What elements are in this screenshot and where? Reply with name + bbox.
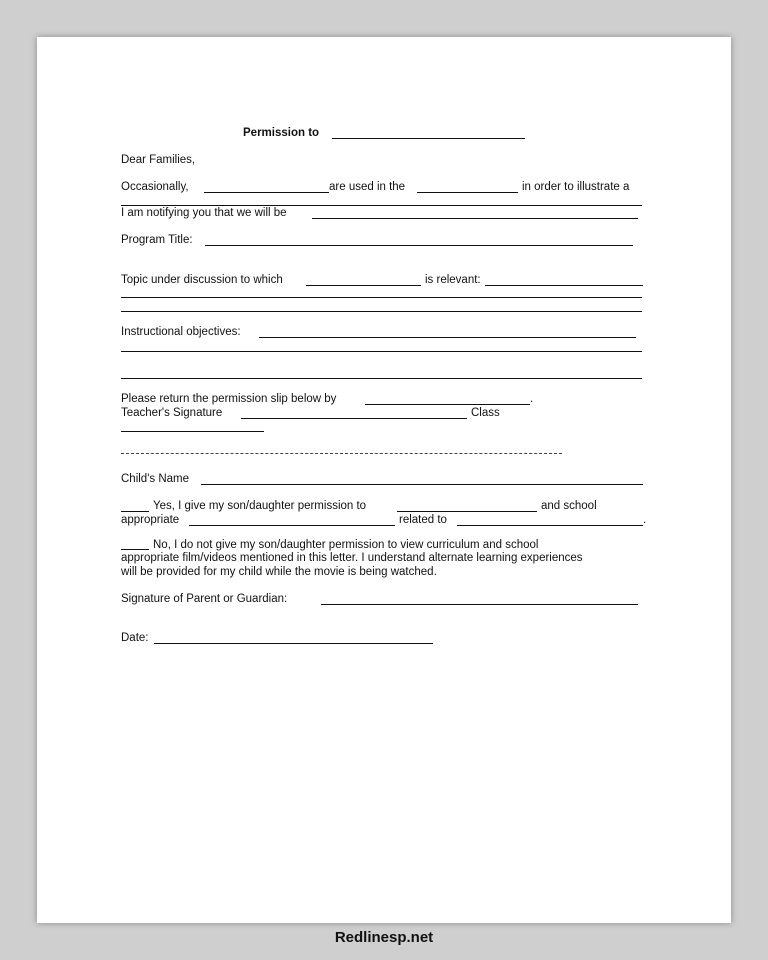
text-is-relevant: is relevant:	[425, 274, 481, 286]
greeting: Dear Families,	[121, 154, 196, 166]
text-return-slip: Please return the permission slip below by	[121, 393, 337, 405]
cut-line	[121, 453, 562, 454]
blank-subject	[417, 192, 518, 193]
blank-return-date	[365, 404, 530, 405]
label-parent-signature: Signature of Parent or Guardian:	[121, 593, 288, 605]
blank-relevant-2	[121, 297, 642, 298]
blank-parent-signature	[321, 604, 638, 605]
text-yes: Yes, I give my son/daughter permission to	[153, 500, 367, 512]
text-period-2: .	[643, 514, 647, 526]
blank-yes-activity	[397, 511, 537, 512]
blank-activity	[312, 218, 638, 219]
blank-appropriate	[189, 525, 395, 526]
text-no-1: No, I do not give my son/daughter permission to view curriculum and school	[153, 539, 539, 551]
blank-continuation	[121, 205, 642, 206]
label-childs-name: Child's Name	[121, 473, 190, 485]
blank-relevant-3	[121, 311, 642, 312]
blank-relevant	[485, 285, 643, 286]
text-notifying: I am notifying you that we will be	[121, 207, 287, 219]
label-date: Date:	[121, 632, 149, 644]
no-checkbox-blank	[121, 549, 149, 550]
text-appropriate: appropriate	[121, 514, 180, 526]
text-topic: Topic under discussion to which	[121, 274, 283, 286]
blank-teacher-signature	[241, 418, 467, 419]
blank-objectives-3	[121, 378, 642, 379]
blank-related-to	[457, 525, 643, 526]
text-are-used: are used in the	[329, 181, 406, 193]
watermark: Redlinesp.net	[334, 929, 434, 946]
label-program-title: Program Title:	[121, 234, 193, 246]
blank-media	[204, 192, 329, 193]
text-occasionally: Occasionally,	[121, 181, 189, 193]
blank-date	[154, 643, 433, 644]
text-in-order-to: in order to illustrate a	[522, 181, 630, 193]
blank-program-title	[205, 245, 633, 246]
label-objectives: Instructional objectives:	[121, 326, 241, 338]
text-related-to: related to	[399, 514, 447, 526]
text-no-3: will be provided for my child while the movie is being watched.	[121, 566, 437, 578]
title-blank	[332, 138, 525, 139]
text-no-2: appropriate film/videos mentioned in this letter. I understand alternate learning experiences	[121, 552, 583, 564]
text-and-school: and school	[541, 500, 597, 512]
blank-topic	[306, 285, 421, 286]
text-period: .	[530, 393, 534, 405]
yes-checkbox-blank	[121, 511, 149, 512]
label-teacher-signature: Teacher's Signature	[121, 407, 223, 419]
form-title: Permission to	[243, 127, 320, 139]
permission-form-page	[37, 37, 731, 923]
label-class: Class	[471, 407, 500, 419]
blank-objectives-2	[121, 351, 642, 352]
blank-childs-name	[201, 484, 643, 485]
blank-class	[121, 431, 264, 432]
blank-objectives	[259, 337, 636, 338]
